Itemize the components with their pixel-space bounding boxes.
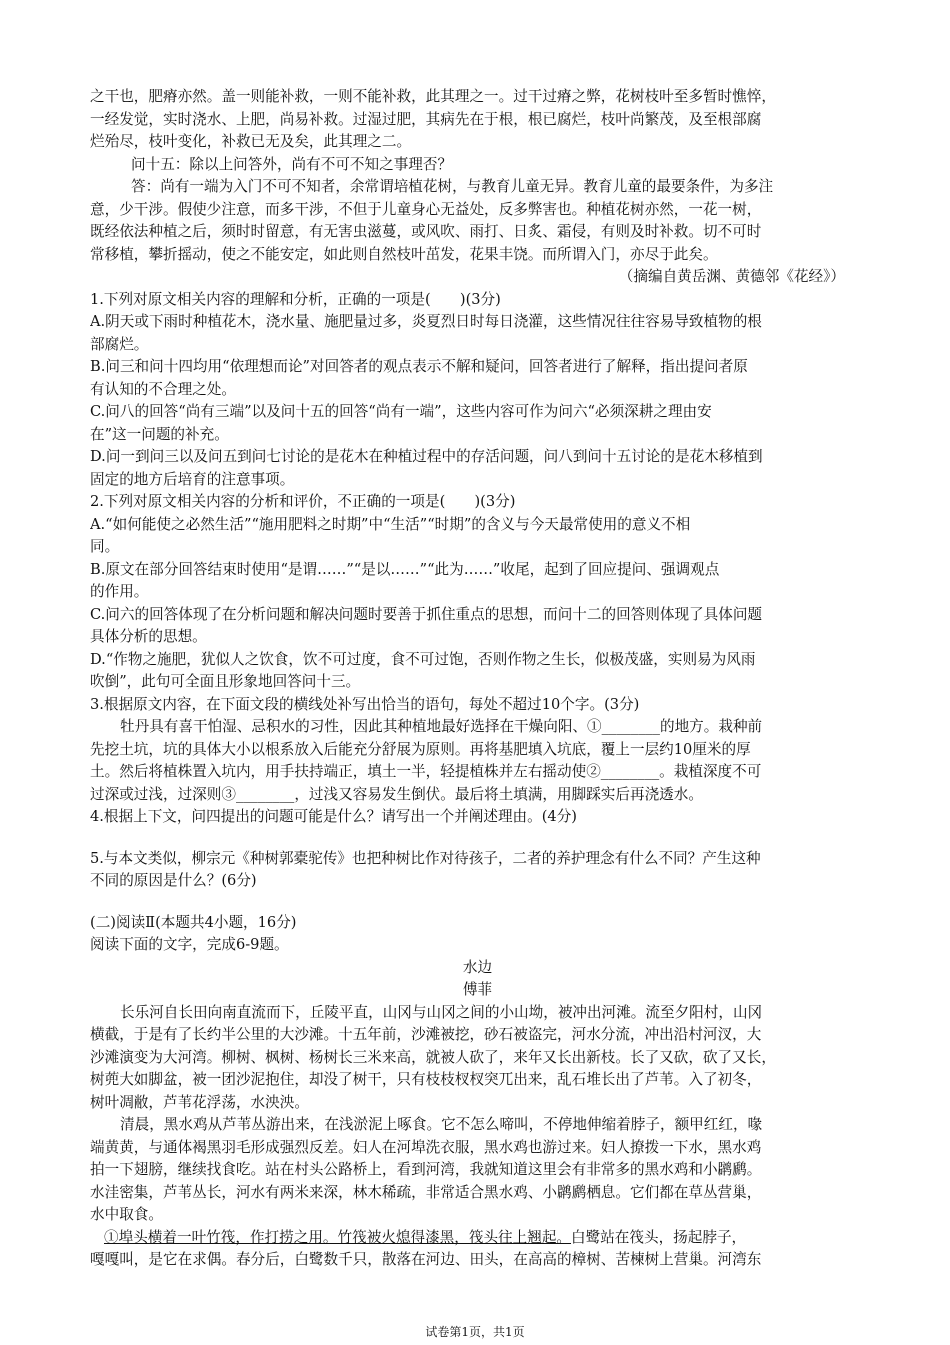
answer-space	[90, 829, 865, 848]
story-line: 清晨，黑水鸡从芦苇丛游出来，在浅淤泥上啄食。它不怎么啼叫，不停地伸缩着脖子，额甲红红，喙	[120, 1116, 763, 1133]
story-line: 沙滩演变为大河湾。柳树、枫树、杨树长三米来高，就被人砍了，来年又长出新枝。长了又砍，砍了又长，	[90, 1048, 776, 1066]
story-line: 树叶凋敝，芦苇花浮荡，水泱泱。	[90, 1093, 309, 1111]
page-footer: 试卷第1页，共1页	[425, 1325, 525, 1339]
option-line: C.问六的回答体现了在分析问题和解决问题时要善于抓住重点的思想，而问十二的回答则体现了具体问题	[90, 605, 763, 623]
fill-line: 土。然后将植株置入坑内，用手扶持端正，填土一半，轻提植株并左右摇动使②________。栽植深度不可	[90, 763, 762, 780]
story-line: 嘎嘎叫，是它在求偶。春分后，白鹭数千只，散落在河边、田头，在高高的樟树、苦楝树上营巢。河湾东	[90, 1251, 762, 1268]
option-line: B.问三和问十四均用“依理想而论”对回答者的观点表示不解和疑问，回答者进行了解释，指出提问者原	[90, 358, 748, 375]
story-line: 水洼密集，芦苇丛长，河水有两米来深，林木稀疏，非常适合黑水鸡、小䴙䴘栖息。它们都在草丛营巢，	[90, 1183, 762, 1201]
story-line	[90, 1227, 865, 1250]
option-line: 部腐烂。	[90, 335, 149, 353]
passage-tail	[90, 86, 865, 154]
option-line: 固定的地方后培育的注意事项。	[90, 470, 295, 488]
fill-line: 过深或过浅，过深则③________，过浅又容易发生倒伏。最后将土填满，用脚踩实后再浇透水。	[90, 785, 703, 803]
q15-answer	[90, 176, 865, 266]
question-line: 3.根据原文内容，在下面文段的横线处补写出恰当的语句，每处不超过10个字。(3分)	[90, 695, 640, 713]
option-line: 同。	[90, 538, 120, 555]
fill-line: 牡丹具有喜干怕湿、忌积水的习性，因此其种植地最好选择在干燥向阳、①________的地方。栽种前	[120, 718, 763, 735]
story-author: 傅菲	[462, 981, 493, 998]
question-5-line: 5.与本文类似，柳宗元《种树郭橐驼传》也把种树比作对待孩子，二者的养护理念有什么不同？产生这种	[90, 849, 761, 867]
story-text: 白鹭站在筏头，扬起脖子，	[571, 1228, 747, 1246]
underlined-sentence: ①埠头横着一叶竹筏，作打捞之用。竹筏被火熄得漆黑，筏头往上翘起。	[104, 1228, 572, 1246]
story-paragraph	[90, 1227, 865, 1272]
question-5-line: 不同的原因是什么？(6分)	[90, 872, 257, 889]
story-line: 端黄黄，与通体褐黑羽毛形成强烈反差。妇人在河埠洗衣服，黑水鸡也游过来。妇人撩拨一下水，黑水鸡	[90, 1138, 762, 1156]
passage-line: 一经发觉，实时浇水、上肥，尚易补救。过湿过肥，其病先在于根，根已腐烂，枝叶尚繁茂，及至根部腐	[90, 110, 762, 128]
option-line: D.问一到问三以及问五到问七讨论的是花木在种植过程中的存活问题，问八到问十五讨论的是花木移植到	[90, 448, 763, 465]
story-title: 水边	[462, 958, 493, 976]
answer-line: 既经依法种植之后，须时时留意，有无害虫滋蔓，或风吹、雨打、日炙、霜侵，有则及时补救。切不可时	[90, 223, 762, 240]
question-line: 1.下列对原文相关内容的理解和分析，正确的一项是( )(3分)	[90, 290, 501, 308]
answer-line: 答：尚有一端为入门不可不知者，余常谓培植花树，与教育儿童无异。教育儿童的最要条件，为多注	[131, 178, 774, 195]
question-line: 2.下列对原文相关内容的分析和评价，不正确的一项是( )(3分)	[90, 493, 516, 510]
option-line: 具体分析的思想。	[90, 628, 207, 645]
option-line: C.问八的回答“尚有三端”以及问十五的回答“尚有一端”，这些内容可作为问六“必须深耕之理由安	[90, 403, 712, 420]
fill-line: 先挖土坑，坑的具体大小以根系放入后能充分舒展为原则。再将基肥填入坑底，覆上一层约10厘米的厚	[90, 740, 751, 758]
story-paragraph	[90, 1002, 865, 1115]
answer-line: 常移植，攀折摇动，使之不能安定，如此则自然枝叶茁发，花果丰饶。而所谓入门，亦尽于此矣。	[90, 245, 718, 263]
passage-line: 烂殆尽，枝叶变化，补救已无及矣，此其理之二。	[90, 133, 412, 150]
section-instruction: 阅读下面的文字，完成6-9题。	[90, 936, 289, 953]
story-paragraph	[90, 1114, 865, 1227]
option-line: 的作用。	[90, 583, 149, 600]
answer-space	[90, 893, 865, 912]
option-line: 吹倒”，此句可全面且形象地回答问十三。	[90, 673, 361, 690]
passage-line: 之干也，肥瘠亦然。盖一则能补救，一则不能补救，此其理之一。过干过瘠之弊，花树枝叶至多暂时憔悴，	[90, 88, 776, 105]
answer-line: 意，少干涉。假使少注意，而多干涉，不但于儿童身心无益处，反多弊害也。种植花树亦然，一花一树，	[90, 200, 762, 218]
story-line: 水中取食。	[90, 1206, 163, 1223]
option-line: D.“作物之施肥，犹似人之饮食，饮不可过度，食不可过饱，否则作物之生长，似极茂盛，实则易为风雨	[90, 650, 756, 668]
option-line: B.原文在部分回答结束时使用“是谓……”“是以……”“此为……”收尾，起到了回应提问、强调观点	[90, 560, 720, 578]
story-line: 树蔸大如脚盆，被一团沙泥抱住，却没了树干，只有枝枝杈杈突兀出来，乱石堆长出了芦苇。入了初冬，	[90, 1071, 762, 1088]
option-line: 有认知的不合理之处。	[90, 380, 236, 398]
source-citation: （摘编自黄岳渊、黄德邻《花经》）	[618, 268, 845, 285]
question-list	[90, 289, 865, 717]
q3-fill-passage	[90, 716, 865, 806]
question-4: 4.根据上下文，问四提出的问题可能是什么？请写出一个并阐述理由。(4分)	[90, 808, 578, 825]
section-heading: (二)阅读Ⅱ(本题共4小题，16分)	[90, 913, 297, 931]
option-line: A.“如何能使之必然生活”“施用肥料之时期”中“生活”“时期”的含义与今天最常使用的意义不相	[90, 515, 691, 533]
option-line: A.阴天或下雨时种植花木，浇水量、施肥量过多，炎夏烈日时每日浇灌，这些情况往往容易导致植物的根	[90, 313, 762, 330]
story-line: 长乐河自长田向南直流而下，丘陵平直，山冈与山冈之间的小山坳，被冲出河滩。流至夕阳村，山冈	[120, 1003, 763, 1021]
exam-page	[90, 86, 865, 1272]
option-line: 在”这一问题的补充。	[90, 425, 229, 443]
story-line: 横截，于是有了长约半公里的大沙滩。十五年前，沙滩被挖，砂石被盗完，河水分流，冲出沿村河汊，大	[90, 1026, 762, 1043]
story-line: 拍一下翅膀，继续找食吃。站在村头公路桥上，看到河湾，我就知道这里会有非常多的黑水鸡和小䴙䴘。	[90, 1161, 762, 1178]
q15-question: 问十五：除以上问答外，尚有不可不知之事理否？	[131, 155, 453, 173]
